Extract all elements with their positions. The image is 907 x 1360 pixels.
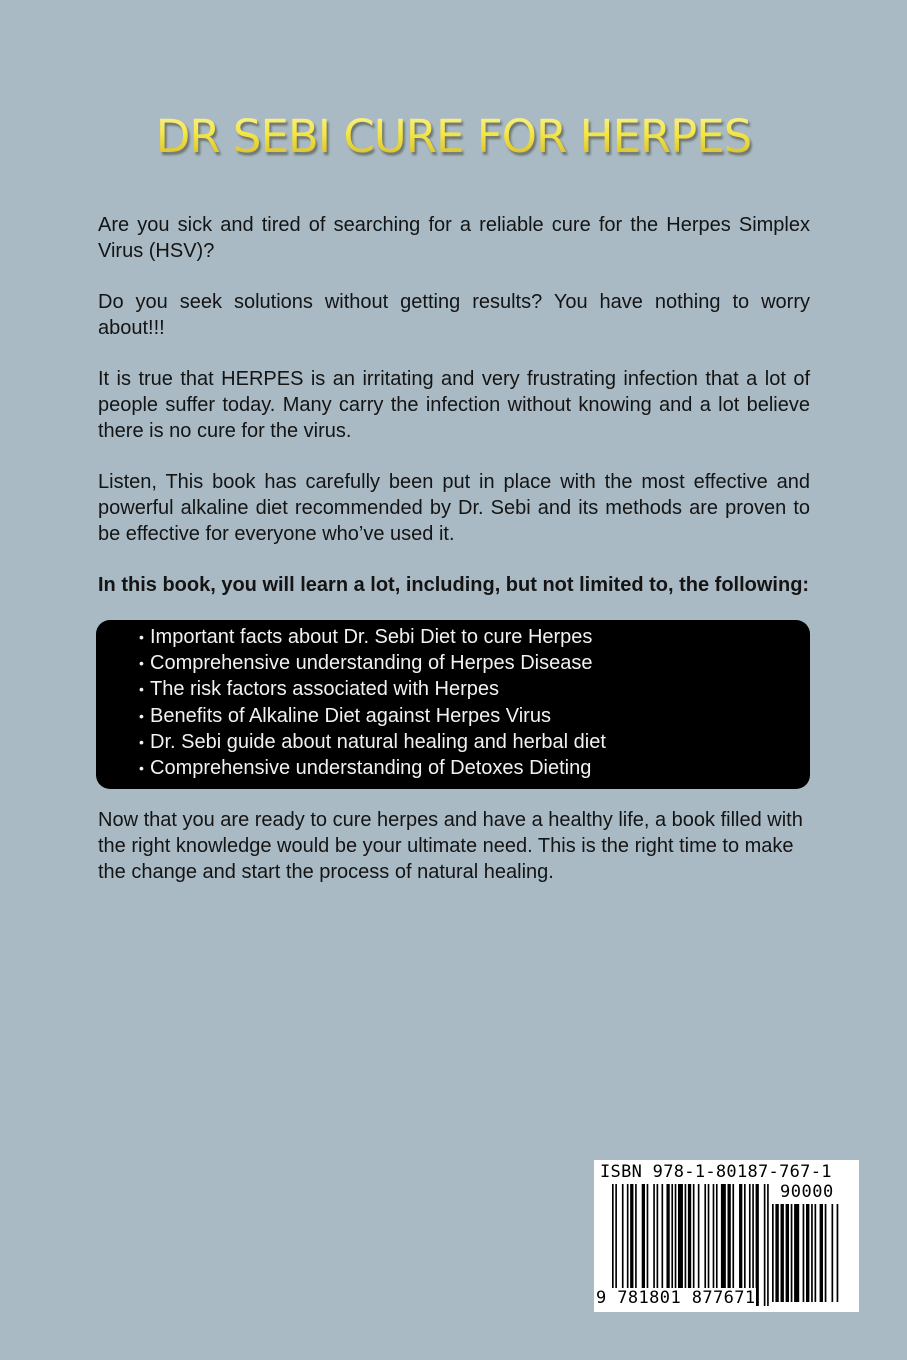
barcode-bar [806, 1204, 809, 1302]
feature-text: Benefits of Alkaline Diet against Herpes Virus [150, 704, 551, 727]
bullet-icon: • [139, 629, 144, 645]
barcode-bar [832, 1204, 834, 1302]
feature-list-box [96, 620, 810, 789]
feature-text: Important facts about Dr. Sebi Diet to cure Herpes [150, 626, 593, 648]
feature-item [139, 703, 810, 729]
feature-text: Dr. Sebi guide about natural healing and herbal diet [150, 730, 606, 753]
back-cover-text [98, 212, 810, 910]
barcode-bar [837, 1204, 839, 1302]
feature-item [139, 650, 810, 676]
herpes-facts-paragraph: It is true that HERPES is an irritating and very frustrating infection that a lot of people suffer today. Many carry the infection without knowing and a lot believe there is no cure for the virus. [98, 368, 810, 442]
barcode-bar [825, 1204, 827, 1302]
barcode-bar [756, 1184, 759, 1306]
feature-item [139, 729, 810, 755]
barcode-bar [791, 1204, 793, 1302]
barcode-bar [775, 1204, 778, 1302]
learn-intro: In this book, you will learn a lot, including, but not limited to, the following: [98, 574, 810, 596]
barcode-bar [764, 1184, 766, 1306]
isbn-barcode [594, 1160, 859, 1312]
feature-item [139, 676, 810, 702]
feature-text: Comprehensive understanding of Herpes Disease [150, 652, 593, 675]
bullet-icon: • [139, 733, 144, 750]
bullet-icon: • [139, 760, 144, 777]
feature-text: Comprehensive understanding of Detoxes Dieting [150, 757, 592, 780]
price-code: 90000 [780, 1182, 834, 1202]
barcode-bar [803, 1204, 805, 1302]
feature-item [139, 624, 810, 650]
solutions-paragraph: Do you seek solutions without getting results? You have nothing to worry about!!! [98, 291, 810, 339]
intro-paragraph: Are you sick and tired of searching for a reliable cure for the Herpes Simplex Virus (HSV)? [98, 214, 810, 262]
barcode-bar [772, 1204, 774, 1302]
barcode-bar [815, 1204, 817, 1302]
barcode-bar [767, 1184, 769, 1306]
addon-barcode-bars [772, 1204, 852, 1302]
bullet-icon: • [139, 681, 144, 698]
book-title: DR SEBI CURE FOR HERPES [0, 110, 907, 163]
isbn-label: ISBN 978-1-80187-767-1 [600, 1162, 832, 1182]
feature-item [139, 755, 810, 781]
closing-paragraph: Now that you are ready to cure herpes and have a healthy life, a book filled with the right knowledge would be your ultimate need. This is the right time to make the change and start the process of natural healing. [98, 809, 803, 884]
feature-list [96, 624, 810, 781]
barcode-bar [794, 1204, 799, 1302]
ean-digits: 9 781801 877671 [596, 1288, 756, 1308]
barcode-bar [786, 1204, 789, 1302]
barcode-bar [811, 1204, 813, 1302]
barcode-bar [820, 1204, 823, 1302]
bullet-icon: • [139, 655, 144, 672]
feature-text: The risk factors associated with Herpes [150, 678, 500, 701]
barcode-bar [781, 1204, 784, 1302]
listen-paragraph: Listen, This book has carefully been put in place with the most effective and powerful alkaline diet recommended by Dr. Sebi and its methods are proven to be effective for everyone who’ve used it. [98, 471, 810, 545]
bullet-icon: • [139, 707, 144, 724]
